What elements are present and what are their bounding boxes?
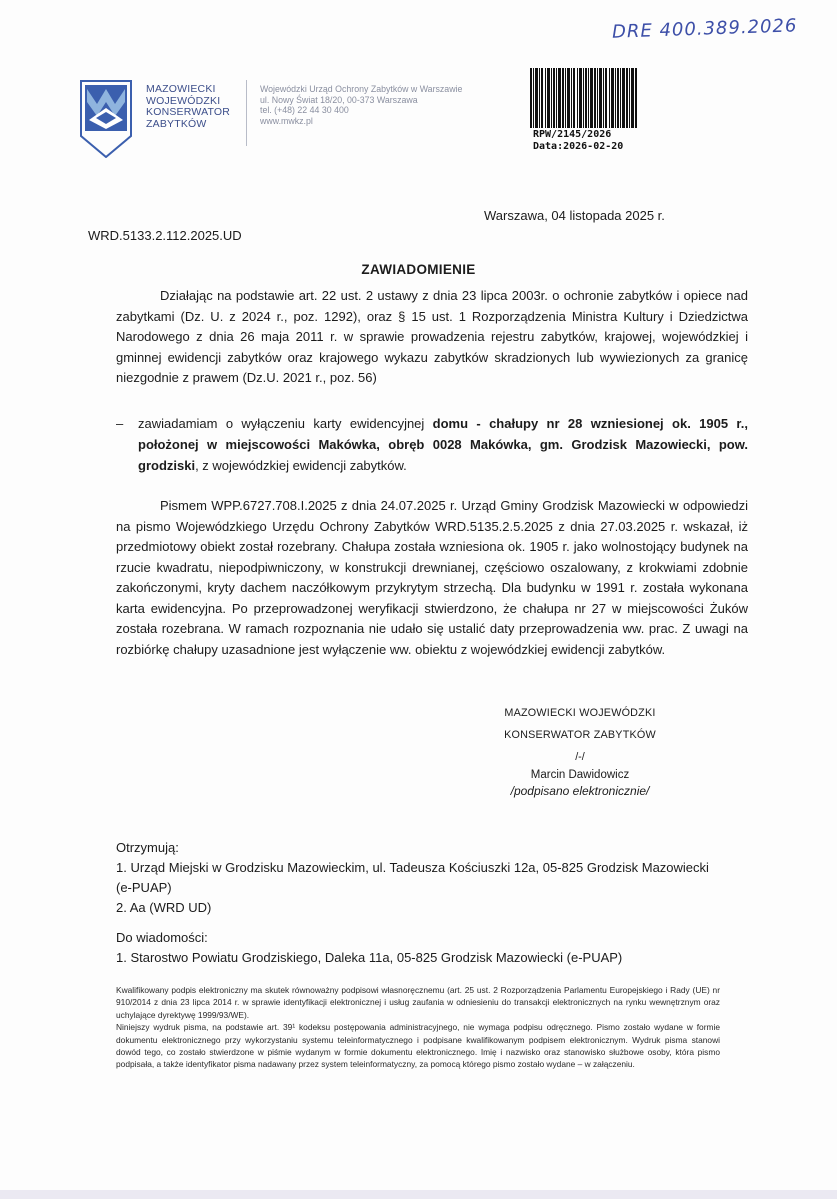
office-website[interactable]: www.mwkz.pl bbox=[260, 115, 313, 126]
organization-name bbox=[146, 84, 230, 130]
mwkz-logo-icon bbox=[80, 80, 132, 158]
rpw-number: RPW/2145/2026 bbox=[533, 129, 612, 140]
recipient-item: (e-PUAP) bbox=[116, 880, 172, 895]
signature-title-1: MAZOWIECKI WOJEWÓDZKI bbox=[504, 707, 656, 719]
body-text: Pismem WPP.6727.708.I.2025 z dnia 24.07.2025 r. Urząd Gminy Grodzisk Mazowiecki w odpowiedzi na pismo Wojewódzkiego Urzędu Ochrony Zabytków WRD.5135.2.5.2025 z dnia 27.03.2025 r. wskazał, iż przedmiotowy obiekt został rozebrany. Chałupa została wzniesiona ok. 1905 r. jako wolnostojący budynek na rzucie kwadratu, niepodpiwniczony, w konstrukcji drewnianej, częściowo oszalowany, z krokwiami zdobnie zakończonymi, kryty dachem naczółkowym przykrytym strzechą. Dla budynku w 1991 r. została wykonana karta ewidencyjna. Po przeprowadzonej weryfikacji stwierdzono, że chałupa nr 27 w miejscowości Żuków została rozebrana. W ramach rozpoznania nie udało się ustalić daty przeprowadzenia ww. prac. Z uwagi na rozbiórkę chałupy uzasadnione jest wyłączenie ww. obiektu z wojewódzkiej ewidencji zabytków. bbox=[116, 498, 748, 657]
notice-item bbox=[116, 413, 748, 476]
signatory-name: Marcin Dawidowicz bbox=[530, 769, 630, 781]
place-and-date: Warszawa, 04 listopada 2025 r. bbox=[484, 208, 665, 223]
scan-edge bbox=[0, 1190, 837, 1199]
notice-object: domu - chałupy nr 28 wzniesionej ok. 1905 r., położonej w miejscowości Makówka, obręb 0028 Makówka, gm. Grodzisk Mazowiecki, pow. grodziski bbox=[138, 416, 748, 473]
org-line: MAZOWIECKI bbox=[146, 83, 216, 95]
body-paragraph bbox=[116, 496, 748, 660]
signature-mark: /-/ bbox=[575, 751, 585, 763]
dash-bullet: – bbox=[116, 416, 124, 431]
signature-block bbox=[450, 702, 710, 800]
recipient-item: 1. Urząd Miejski w Grodzisku Mazowieckim, ul. Tadeusza Kościuszki 12a, 05-825 Grodzisk Mazowiecki bbox=[116, 860, 709, 875]
document-title: ZAWIADOMIENIE bbox=[361, 262, 476, 277]
cc-section bbox=[116, 928, 756, 968]
office-street: ul. Nowy Świat 18/20, 00-373 Warszawa bbox=[260, 94, 418, 105]
intro-paragraph bbox=[116, 286, 748, 389]
org-line: KONSERWATOR bbox=[146, 106, 231, 118]
notice-suffix: , z wojewódzkiej ewidencji zabytków. bbox=[195, 458, 407, 473]
recipient-item: 2. Aa (WRD UD) bbox=[116, 900, 212, 915]
org-line: ZABYTKÓW bbox=[146, 117, 207, 130]
signature-title-2: KONSERWATOR ZABYTKÓW bbox=[504, 729, 656, 741]
footer-printout-note: Niniejszy wydruk pisma, na podstawie art. 39¹ kodeksu postępowania administracyjnego, nie wymaga podpisu odręcznego. Pismo zostało wydane w formie dokumentu elektronicznego przy wykorzystaniu systemu teleinformatycznego i podpisane kwalifikowanym podpisem elektronicznym. Wydruk pisma stanowi dowód tego, co zostało stwierdzone w piśmie wydanym w formie dokumentu elektronicznego. Imię i nazwisko oraz stanowisko służbowe osoby, która pismo podpisała, a także identyfikator pisma nadawany przez system teleinformatyczny, za pomocą którego pismo zostało wydane – w załączeniu. bbox=[116, 1022, 720, 1070]
registration-stamp bbox=[533, 129, 623, 153]
barcode-icon bbox=[530, 68, 637, 128]
rpw-date: Data:2026-02-20 bbox=[533, 141, 624, 152]
intro-text: Działając na podstawie art. 22 ust. 2 ustawy z dnia 23 lipca 2003r. o ochronie zabytków i opiece nad zabytkami (Dz. U. z 2024 r., poz. 1292), oraz § 15 ust. 1 Rozporządzenia Ministra Kultury i Dziedzictwa Narodowego z dnia 26 maja 2011 r. w sprawie prowadzenia rejestru zabytków, krajowej, wojewódzkiej i gminnej ewidencji zabytków oraz krajowego wykazu zabytków skradzionych lub wywiezionych za granicę niezgodnie z prawem (Dz.U. 2021 r., poz. 56) bbox=[116, 288, 748, 385]
recipients-section bbox=[116, 838, 756, 918]
cc-item: 1. Starostwo Powiatu Grodziskiego, Daleka 11a, 05-825 Grodzisk Mazowiecki (e-PUAP) bbox=[116, 950, 623, 965]
recipients-heading: Otrzymują: bbox=[116, 840, 179, 855]
header-divider bbox=[246, 80, 247, 146]
case-number: WRD.5133.2.112.2025.UD bbox=[88, 228, 242, 243]
legal-footer bbox=[116, 984, 720, 1071]
notice-text bbox=[138, 413, 748, 476]
office-address bbox=[260, 84, 462, 126]
office-name: Wojewódzki Urząd Ochrony Zabytków w Warszawie bbox=[260, 84, 463, 94]
signature-note: /podpisano elektronicznie/ bbox=[510, 784, 650, 798]
handwritten-registry-note: DRE 400.389.2026 bbox=[611, 15, 798, 43]
footer-signature-note: Kwalifikowany podpis elektroniczny ma skutek równoważny podpisowi własnoręcznemu (art. 25 ust. 2 Rozporządzenia Parlamentu Europejskiego i Rady (UE) nr 910/2014 z dnia 23 lipca 2014 r. w sprawie identyfikacji elektronicznej i usług zaufania w odniesieniu do transakcji elektronicznych na rynku wewnętrznym oraz uchylające dyrektywę 1999/93/WE). bbox=[116, 985, 720, 1020]
office-phone: tel. (+48) 22 44 30 400 bbox=[260, 105, 349, 116]
notice-prefix: zawiadamiam o wyłączeniu karty ewidencyjnej bbox=[138, 416, 433, 431]
cc-heading: Do wiadomości: bbox=[116, 930, 208, 945]
org-line: WOJEWÓDZKI bbox=[146, 94, 221, 107]
